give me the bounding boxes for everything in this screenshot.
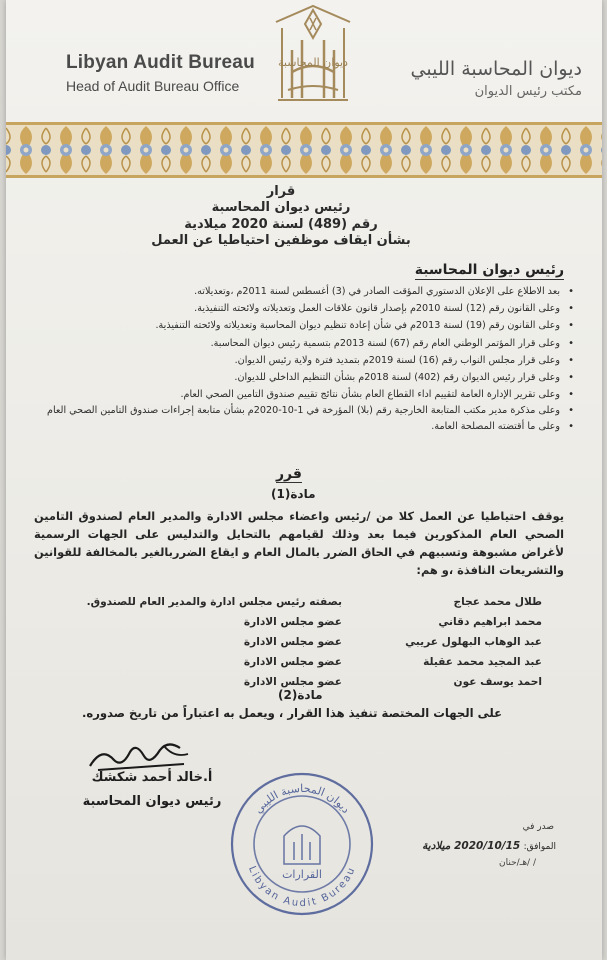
- member-role: عضو مجلس الادارة: [243, 636, 342, 648]
- stamp-ring-text: ديوان المحاسبة الليبي: [251, 781, 353, 816]
- reference-line: / /هـ/حنان: [499, 858, 536, 868]
- member-role: عضو مجلس الادارة: [243, 616, 342, 628]
- resolution-heading: قرر: [276, 466, 302, 482]
- decorative-border: [6, 122, 602, 178]
- official-stamp: [228, 770, 376, 918]
- preamble-item: • وعلى قرار المؤتمر الوطني العام رقم (67) لسنة 2013م بتسمية رئيس ديوان المحاسبة.: [34, 335, 574, 352]
- issue-date-line: [422, 840, 556, 852]
- preamble-item: • وعلى ما أقتضته المصلحة العامة.: [34, 418, 574, 435]
- signer-title: رئيس ديوان المحاسبة: [82, 794, 222, 809]
- member-name: عبد المجيد محمد عقيلة: [423, 656, 542, 668]
- decision-number: رقم (489) لسنة 2020 ميلادية: [184, 217, 378, 232]
- member-name: احمد يوسف عون: [453, 676, 542, 688]
- preamble-list: [34, 283, 574, 436]
- preamble-item: • وعلى تقرير الإدارة العامة لتقييم اداء القطاع العام بشأن نتائج تقييم صندوق التامين الصحي العام.: [34, 386, 574, 403]
- english-subtitle: Head of Audit Bureau Office: [66, 78, 240, 94]
- preamble-item: • وعلى قرار مجلس النواب رقم (16) لسنة 2019م بتمديد فترة ولاية رئيس الديوان.: [34, 352, 574, 369]
- english-title: Libyan Audit Bureau: [66, 52, 255, 73]
- preamble-item: • بعد الاطلاع على الإعلان الدستوري المؤقت الصادر في (3) أغسطس لسنة 2011م ،وتعديلاته.: [34, 283, 574, 300]
- member-row: [72, 616, 542, 636]
- member-role: عضو مجلس الادارة: [243, 676, 342, 688]
- stamp-ring-text-english: Libyan Audit Bureau: [246, 864, 359, 910]
- article-2-label: مادة(2): [278, 688, 323, 702]
- arabic-subtitle: مكتب رئيس الديوان: [474, 84, 582, 99]
- decision-issuer: رئيس ديوان المحاسبة: [211, 200, 351, 215]
- article-1-label: مادة(1): [271, 487, 316, 501]
- issued-label: صدر في: [522, 822, 554, 832]
- member-name: محمد ابراهيم دقاني: [438, 616, 542, 628]
- logo-text: ديوان المحاسبة: [278, 56, 348, 69]
- preamble-item: • وعلى القانون رقم (12) لسنة 2010م بإصدار قانون علاقات العمل وتعديلاته ولائحته التنفيذية.: [34, 300, 574, 317]
- bureau-logo: [258, 2, 368, 110]
- signer-name: أ.خالد أحمد شكشك: [91, 770, 213, 785]
- corresponding-label: الموافق:: [523, 842, 556, 852]
- member-row: [72, 596, 542, 616]
- member-role: عضو مجلس الادارة: [243, 656, 342, 668]
- decision-heading: قرار: [266, 184, 296, 199]
- arabic-title: ديوان المحاسبة الليبي: [410, 58, 582, 80]
- issue-date: 2020/10/15 ميلادية: [422, 840, 521, 852]
- suspended-members-list: [72, 596, 542, 696]
- member-name: عبد الوهاب البهلول عريبي: [405, 636, 542, 648]
- preamble-item: • وعلى قرار رئيس الديوان رقم (402) لسنة 2018م بشأن التنظيم الداخلي للديوان.: [34, 369, 574, 386]
- member-role: بصفته رئيس مجلس ادارة والمدير العام للصندوق.: [86, 596, 342, 608]
- member-row: [72, 636, 542, 656]
- document-page: [6, 0, 602, 960]
- article-2-text: على الجهات المختصة تنفيذ هذا القرار ، ويعمل به اعتباراً من تاريخ صدوره.: [81, 706, 502, 720]
- preamble-item: • وعلى مذكرة مدير مكتب المتابعة الخارجية رقم (بلا) المؤرخة في 1-10-2020م بشأن متابعة إجراءات صندوق التامين الصحي العام: [34, 403, 574, 418]
- preamble-title: رئيس ديوان المحاسبة: [414, 262, 564, 278]
- preamble-item: • وعلى القانون رقم (19) لسنة 2013م في شأن إعادة تنظيم ديوان المحاسبة وتعديلاته ولائحته التنفيذية.: [34, 317, 574, 334]
- article-1-text: يوقف احتياطيا عن العمل كلا من /رئيس واعضاء مجلس الادارة والمدير العام لصندوق التامين الصحي العام المذكورين فيما بعد وذلك لقيامهم بالتحايل والتدليس على الجهات الرسمية لأغراض مشبوهة وتسببهم في الحاق الضرر بالمال العام و ايقاع الضرربالغير بالمخالفة للقوانين والتشريعات النافذة ،و هم:: [34, 509, 564, 577]
- member-name: طلال محمد عجاج: [453, 596, 542, 608]
- member-row: [72, 656, 542, 676]
- stamp-center-text: القرارات: [282, 868, 322, 881]
- decision-subject: بشأن ايقاف موظفين احتياطيا عن العمل: [151, 233, 411, 248]
